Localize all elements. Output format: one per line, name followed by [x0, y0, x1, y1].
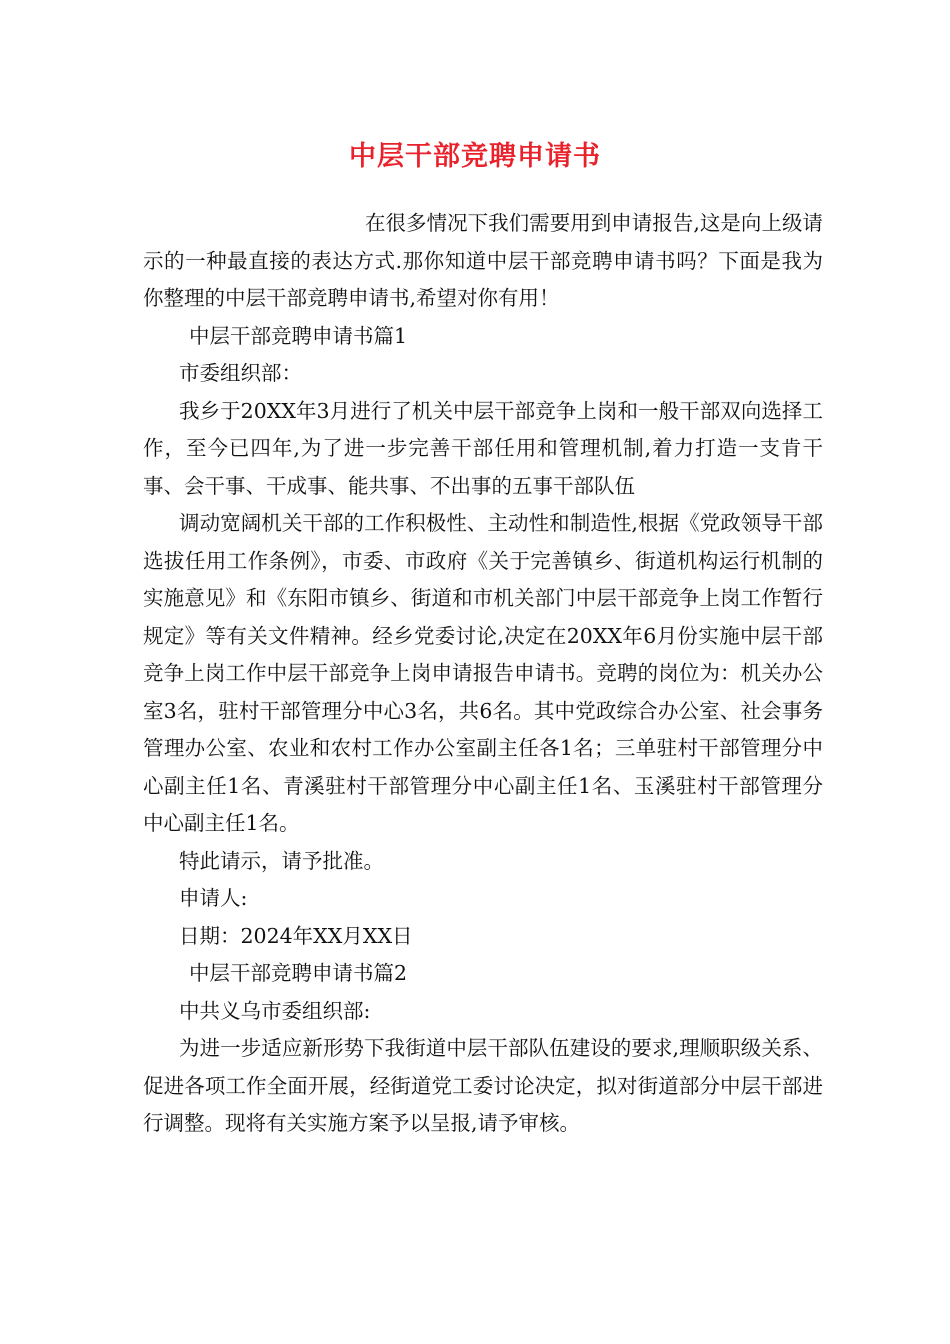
salutation-1: 市委组织部： — [179, 361, 302, 385]
salutation-2: 中共义乌市委组织部: — [179, 998, 371, 1023]
body-paragraph: 我乡于20XX年3月进行了机关中层干部竞争上岗和一般干部双向选择工作，至今已四年,为了进一步完善干部任用和管理机制,着力打造一支肯干事、会干事、干成事、能共事、不出事的五事干部队伍 — [143, 398, 823, 498]
intro-paragraph: 在很多情况下我们需要用到申请报告,这是向上级请示的一种最直接的表达方式.那你知道中层干部竞聘申请书吗？下面是我为你整理的中层干部竞聘申请书,希望对你有用！ — [143, 211, 823, 310]
closing-request: 特此请示，请予批准。 — [179, 848, 384, 873]
section-heading-1: 中层干部竞聘申请书篇1 — [189, 323, 408, 348]
body-paragraph: 调动宽阔机关干部的工作积极性、主动性和制造性,根据《党政领导干部选拔任用工作条例》，市委、市政府《关于完善镇乡、街道机构运行机制的实施意见》和《东阳市镇乡、街道和市机关部门中层干部竞争上岗工作暂行规定》等有关文件精神。经乡党委讨论,决定在20XX年6月份实施中层干部竞争上岗工作中层干部竞争上岗申请报告申请书。竞聘的岗位为：机关办公室3名，驻村干部管理分中心3名，共6名。其中党政综合办公室、社会事务管理办公室、农业和农村工作办公室副主任各1名；三单驻村干部管理分中心副主任1名、青溪驻村干部管理分中心副主任1名、玉溪驻村干部管理分中心副主任1名。 — [143, 511, 823, 835]
body-paragraph: 为进一步适应新形势下我街道中层干部队伍建设的要求,理顺职级关系、促进各项工作全面开展，经街道党工委讨论决定，拟对街道部分中层干部进行调整。现将有关实施方案予以呈报,请予审核。 — [143, 1036, 823, 1135]
applicant-line: 申请人: — [179, 886, 248, 910]
document-title: 中层干部竞聘申请书 — [349, 141, 601, 172]
date-line: 日期：2024年XX月XX日 — [179, 923, 413, 948]
section-heading-2: 中层干部竞聘申请书篇2 — [189, 961, 408, 985]
document-body — [143, 205, 823, 1143]
